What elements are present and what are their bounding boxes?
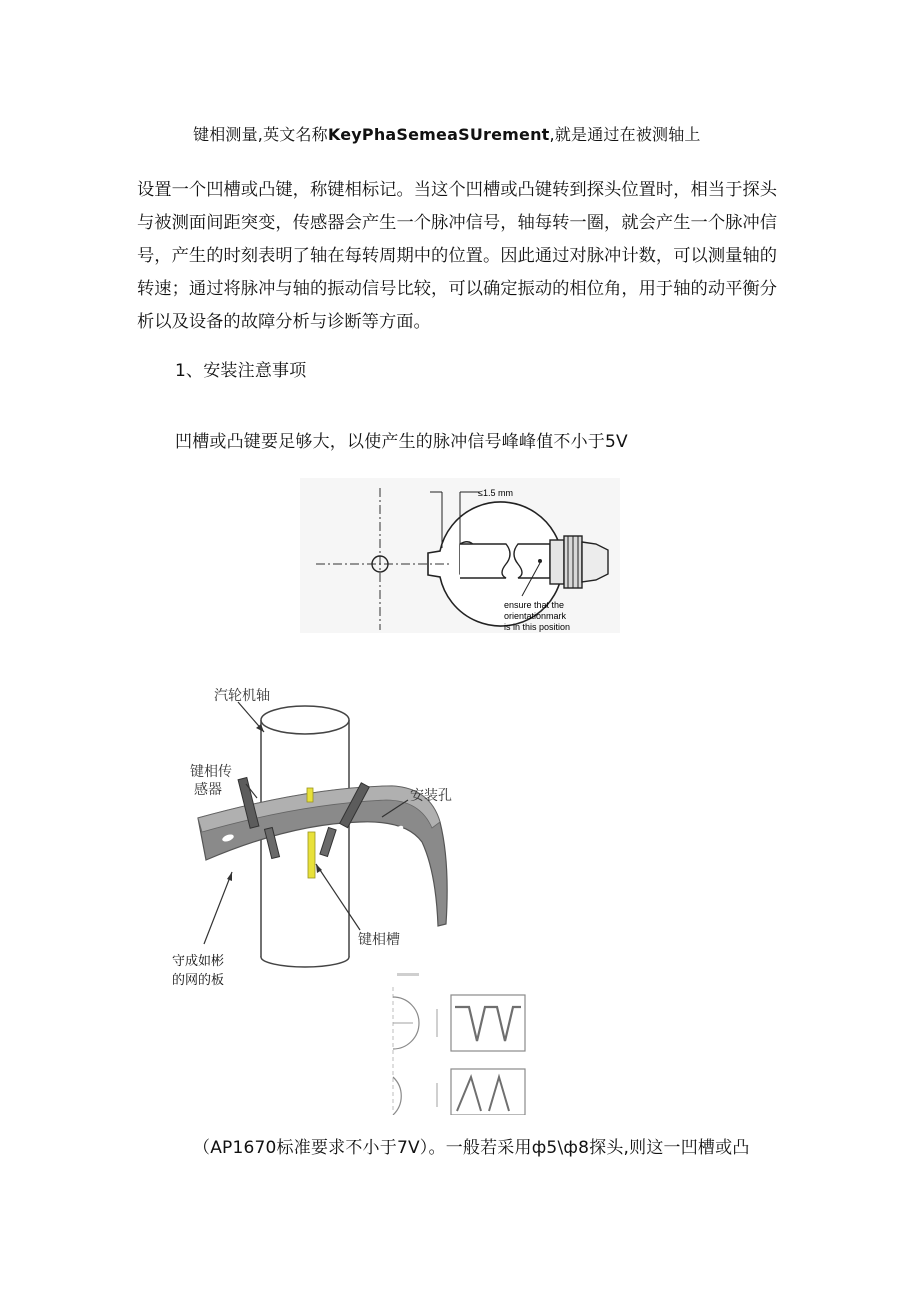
plate-label-1: 守成如彬 bbox=[172, 954, 225, 969]
keyslot-label: 键相槽 bbox=[358, 933, 400, 948]
waveform-figure bbox=[385, 965, 535, 1115]
plate-label-2: 的网的板 bbox=[172, 973, 225, 988]
definition-paragraph: 设置一个凹槽或凸键，称键相标记。当这个凹槽或凸键转到探头位置时，相当于探头与被测面间距突变，传感器会产生一个脉冲信号，轴每转一圈，就会产生一个脉冲信号，产生的时刻表明了轴在每转周期中的位置。因此通过对脉冲计数，可以测量轴的转速；通过将脉冲与轴的振动信号比较，可以确定振动的相位角，用于轴的动平衡分析以及设备的故障分析与诊断等方面。 bbox=[137, 180, 777, 332]
section-heading: 1、安装注意事项 bbox=[175, 361, 307, 381]
english-term: KeyPhaSemeaSUrement bbox=[327, 125, 550, 144]
intro-line bbox=[193, 122, 701, 145]
intro-suffix: ,就是通过在被测轴上 bbox=[549, 125, 701, 144]
gap-dimension-label: ≤1.5 mm bbox=[478, 488, 513, 498]
sensor-label-1: 键相传 bbox=[190, 765, 232, 780]
requirement-line: 凹槽或凸键要足够大，以使产生的脉冲信号峰峰值不小于5V bbox=[175, 432, 628, 452]
sensor-label-2: 感器 bbox=[194, 783, 222, 798]
hole-label: 安装孔 bbox=[410, 789, 452, 804]
intro-prefix: 键相测量,英文名称 bbox=[193, 125, 328, 144]
orientation-note-3: is in this position bbox=[504, 622, 571, 632]
shaft-label: 汽轮机轴 bbox=[214, 689, 270, 704]
probe-disc-figure bbox=[300, 478, 620, 633]
standard-line: （AP1670标准要求不小于7V）。一般若采用ф5\ф8探头,则这一凹槽或凸 bbox=[193, 1138, 750, 1158]
orientation-note-1: ensure that the bbox=[504, 600, 565, 610]
shaft-sensor-figure bbox=[160, 682, 490, 992]
orientation-note-2: orientationmark bbox=[504, 611, 567, 621]
